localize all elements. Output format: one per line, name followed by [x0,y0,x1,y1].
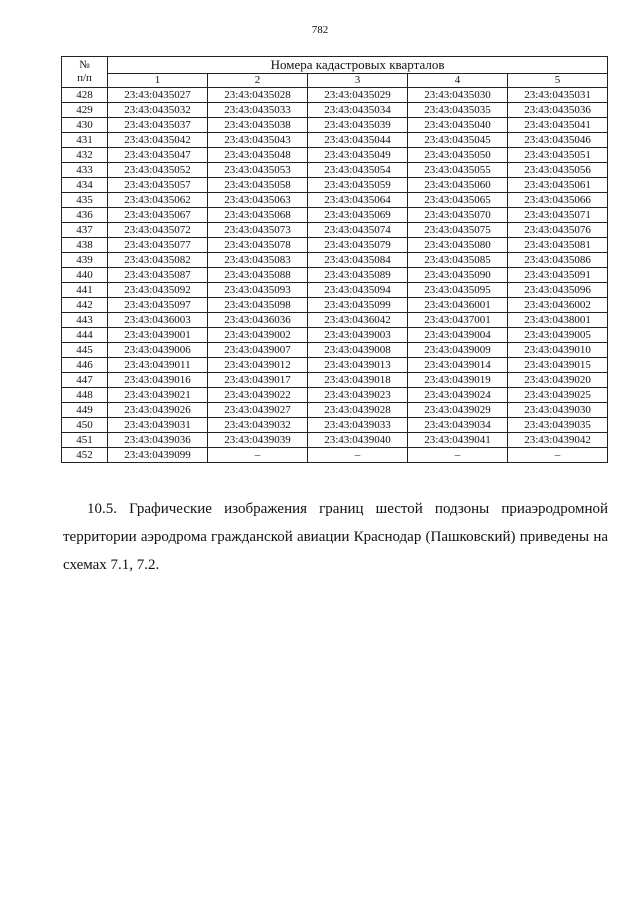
table-row [62,133,608,148]
table-row [62,118,608,133]
cadastral-number-cell: 23:43:0435094 [308,283,408,298]
page-number: 782 [311,24,329,36]
row-number-cell: 428 [62,88,108,103]
cadastral-number-cell: 23:43:0435041 [508,118,608,133]
cadastral-number-cell: 23:43:0435045 [408,133,508,148]
cadastral-number-cell: 23:43:0435077 [108,238,208,253]
cadastral-number-cell: 23:43:0435080 [408,238,508,253]
cadastral-numbers-header: Номера кадастровых кварталов [108,57,608,74]
cadastral-number-cell: 23:43:0439035 [508,418,608,433]
cadastral-number-cell: 23:43:0439036 [108,433,208,448]
cadastral-number-cell: 23:43:0435076 [508,223,608,238]
cadastral-number-cell: 23:43:0435078 [208,238,308,253]
cadastral-number-cell: 23:43:0439019 [408,373,508,388]
cadastral-number-cell: 23:43:0439022 [208,388,308,403]
table-row [62,298,608,313]
row-number-header-line1: № [79,59,90,71]
cadastral-number-cell: 23:43:0435099 [308,298,408,313]
cadastral-number-cell: 23:43:0435083 [208,253,308,268]
cadastral-number-cell: 23:43:0435064 [308,193,408,208]
cadastral-number-cell: 23:43:0439012 [208,358,308,373]
cadastral-number-cell: – [408,448,508,463]
table-row [62,223,608,238]
table-row [62,268,608,283]
table-row [62,193,608,208]
cadastral-number-cell: 23:43:0435082 [108,253,208,268]
cadastral-number-cell: 23:43:0439014 [408,358,508,373]
table-row [62,388,608,403]
row-number-cell: 440 [62,268,108,283]
cadastral-number-cell: 23:43:0435079 [308,238,408,253]
table-row [62,403,608,418]
cadastral-number-cell: 23:43:0435057 [108,178,208,193]
cadastral-number-cell: 23:43:0435062 [108,193,208,208]
row-number-cell: 452 [62,448,108,463]
table-row [62,433,608,448]
cadastral-number-cell: 23:43:0435055 [408,163,508,178]
row-number-cell: 430 [62,118,108,133]
table-row [62,88,608,103]
cadastral-number-cell: 23:43:0435043 [208,133,308,148]
row-number-header [62,57,108,88]
table-row [62,148,608,163]
cadastral-number-cell: 23:43:0439017 [208,373,308,388]
cadastral-number-cell: 23:43:0435035 [408,103,508,118]
cadastral-number-cell: 23:43:0439010 [508,343,608,358]
cadastral-number-cell: 23:43:0439005 [508,328,608,343]
cadastral-number-cell: 23:43:0439004 [408,328,508,343]
table-row [62,103,608,118]
row-number-cell: 438 [62,238,108,253]
cadastral-number-cell: 23:43:0439001 [108,328,208,343]
cadastral-number-cell: 23:43:0435092 [108,283,208,298]
paragraph-line-3: схемах 7.1, 7.2. [63,557,160,573]
cadastral-number-cell: 23:43:0435047 [108,148,208,163]
cadastral-number-cell: 23:43:0439028 [308,403,408,418]
cadastral-number-cell: 23:43:0435068 [208,208,308,223]
cadastral-number-cell: 23:43:0435085 [408,253,508,268]
row-number-cell: 437 [62,223,108,238]
cadastral-number-cell: 23:43:0439032 [208,418,308,433]
cadastral-number-cell: 23:43:0435052 [108,163,208,178]
cadastral-number-cell: 23:43:0435031 [508,88,608,103]
cadastral-number-cell: 23:43:0439040 [308,433,408,448]
cadastral-number-cell: 23:43:0435090 [408,268,508,283]
row-number-cell: 444 [62,328,108,343]
row-number-cell: 434 [62,178,108,193]
cadastral-number-cell: 23:43:0439007 [208,343,308,358]
column-number-header: 1 [108,74,208,88]
cadastral-number-cell: 23:43:0435084 [308,253,408,268]
cadastral-number-cell: 23:43:0436003 [108,313,208,328]
cadastral-number-cell: 23:43:0435063 [208,193,308,208]
cadastral-number-cell: 23:43:0435059 [308,178,408,193]
cadastral-number-cell: 23:43:0435070 [408,208,508,223]
cadastral-number-cell: 23:43:0439009 [408,343,508,358]
cadastral-number-cell: 23:43:0439003 [308,328,408,343]
cadastral-number-cell: 23:43:0439020 [508,373,608,388]
cadastral-number-cell: 23:43:0435058 [208,178,308,193]
cadastral-number-cell: 23:43:0435046 [508,133,608,148]
column-number-header: 5 [508,74,608,88]
row-number-cell: 432 [62,148,108,163]
row-number-cell: 447 [62,373,108,388]
cadastral-number-cell: 23:43:0435096 [508,283,608,298]
row-number-cell: 441 [62,283,108,298]
column-number-header: 2 [208,74,308,88]
cadastral-number-cell: 23:43:0435042 [108,133,208,148]
row-number-cell: 435 [62,193,108,208]
cadastral-number-cell: 23:43:0435027 [108,88,208,103]
cadastral-number-cell: 23:43:0435086 [508,253,608,268]
cadastral-number-cell: 23:43:0435075 [408,223,508,238]
cadastral-number-cell: 23:43:0435029 [308,88,408,103]
row-number-cell: 448 [62,388,108,403]
cadastral-number-cell: 23:43:0435093 [208,283,308,298]
cadastral-number-cell: 23:43:0439034 [408,418,508,433]
row-number-cell: 445 [62,343,108,358]
row-number-cell: 443 [62,313,108,328]
cadastral-number-cell: 23:43:0435037 [108,118,208,133]
cadastral-number-cell: 23:43:0439023 [308,388,408,403]
cadastral-number-cell: 23:43:0439006 [108,343,208,358]
row-number-cell: 451 [62,433,108,448]
cadastral-number-cell: 23:43:0435056 [508,163,608,178]
cadastral-number-cell: 23:43:0435049 [308,148,408,163]
row-number-cell: 450 [62,418,108,433]
cadastral-number-cell: 23:43:0439031 [108,418,208,433]
cadastral-number-cell: 23:43:0435050 [408,148,508,163]
cadastral-number-cell: 23:43:0435036 [508,103,608,118]
table-row [62,343,608,358]
cadastral-number-cell: 23:43:0438001 [508,313,608,328]
cadastral-number-cell: 23:43:0435095 [408,283,508,298]
cadastral-number-cell: 23:43:0435087 [108,268,208,283]
row-number-cell: 449 [62,403,108,418]
table-row [62,358,608,373]
cadastral-number-cell: 23:43:0439029 [408,403,508,418]
cadastral-number-cell: 23:43:0439025 [508,388,608,403]
cadastral-number-cell: 23:43:0437001 [408,313,508,328]
cadastral-number-cell: 23:43:0439026 [108,403,208,418]
cadastral-number-cell: 23:43:0435098 [208,298,308,313]
cadastral-number-cell: 23:43:0435054 [308,163,408,178]
row-number-cell: 431 [62,133,108,148]
cadastral-number-cell: 23:43:0439002 [208,328,308,343]
table-header-row [62,57,608,74]
cadastral-number-cell: 23:43:0435081 [508,238,608,253]
table-row [62,448,608,463]
table-row [62,328,608,343]
column-number-header: 4 [408,74,508,88]
cadastral-number-cell: 23:43:0439015 [508,358,608,373]
cadastral-number-cell: 23:43:0439027 [208,403,308,418]
cadastral-number-cell: 23:43:0439099 [108,448,208,463]
table-body [62,88,608,463]
cadastral-number-cell: 23:43:0435074 [308,223,408,238]
cadastral-number-cell: 23:43:0435053 [208,163,308,178]
paragraph-line-2: территории аэродрома гражданской авиации Краснодар (Пашковский) приведены на [63,529,608,545]
cadastral-number-cell: 23:43:0435030 [408,88,508,103]
cadastral-number-cell: 23:43:0435061 [508,178,608,193]
cadastral-number-cell: 23:43:0435039 [308,118,408,133]
table-row [62,238,608,253]
cadastral-number-cell: 23:43:0439039 [208,433,308,448]
column-number-header: 3 [308,74,408,88]
row-number-cell: 433 [62,163,108,178]
cadastral-quarters-table [61,56,608,463]
cadastral-number-cell: 23:43:0439033 [308,418,408,433]
cadastral-number-cell: – [208,448,308,463]
cadastral-number-cell: 23:43:0435038 [208,118,308,133]
cadastral-number-cell: 23:43:0435028 [208,88,308,103]
table-row [62,163,608,178]
paragraph-line-1: 10.5. Графические изображения границ шестой подзоны приаэродромной [87,501,608,517]
cadastral-number-cell: 23:43:0439030 [508,403,608,418]
table-row [62,313,608,328]
cadastral-number-cell: – [308,448,408,463]
row-number-cell: 442 [62,298,108,313]
cadastral-number-cell: 23:43:0435069 [308,208,408,223]
cadastral-number-cell: 23:43:0435048 [208,148,308,163]
cadastral-number-cell: 23:43:0435033 [208,103,308,118]
row-number-cell: 446 [62,358,108,373]
table-column-number-row [62,74,608,88]
cadastral-number-cell: 23:43:0435060 [408,178,508,193]
cadastral-number-cell: 23:43:0439042 [508,433,608,448]
cadastral-number-cell: 23:43:0435088 [208,268,308,283]
table-row [62,418,608,433]
row-number-cell: 439 [62,253,108,268]
cadastral-number-cell: 23:43:0439013 [308,358,408,373]
cadastral-number-cell: 23:43:0435091 [508,268,608,283]
cadastral-number-cell: 23:43:0436042 [308,313,408,328]
table-row [62,373,608,388]
cadastral-number-cell: 23:43:0435032 [108,103,208,118]
cadastral-number-cell: 23:43:0439024 [408,388,508,403]
cadastral-number-cell: 23:43:0435065 [408,193,508,208]
cadastral-number-cell: 23:43:0436002 [508,298,608,313]
row-number-header-line2: п/п [77,72,92,84]
cadastral-number-cell: 23:43:0435072 [108,223,208,238]
cadastral-number-cell: 23:43:0439041 [408,433,508,448]
cadastral-number-cell: 23:43:0439018 [308,373,408,388]
row-number-cell: 429 [62,103,108,118]
cadastral-number-cell: 23:43:0435089 [308,268,408,283]
cadastral-number-cell: 23:43:0435067 [108,208,208,223]
cadastral-number-cell: 23:43:0435034 [308,103,408,118]
cadastral-number-cell: 23:43:0439008 [308,343,408,358]
cadastral-number-cell: 23:43:0435044 [308,133,408,148]
cadastral-number-cell: 23:43:0439016 [108,373,208,388]
cadastral-number-cell: 23:43:0435051 [508,148,608,163]
table-row [62,253,608,268]
cadastral-number-cell: 23:43:0435071 [508,208,608,223]
row-number-cell: 436 [62,208,108,223]
cadastral-number-cell: – [508,448,608,463]
table-row [62,208,608,223]
table-row [62,178,608,193]
cadastral-number-cell: 23:43:0435097 [108,298,208,313]
cadastral-number-cell: 23:43:0436001 [408,298,508,313]
cadastral-number-cell: 23:43:0436036 [208,313,308,328]
table-row [62,283,608,298]
cadastral-number-cell: 23:43:0439021 [108,388,208,403]
cadastral-number-cell: 23:43:0435066 [508,193,608,208]
cadastral-number-cell: 23:43:0435073 [208,223,308,238]
cadastral-number-cell: 23:43:0435040 [408,118,508,133]
cadastral-number-cell: 23:43:0439011 [108,358,208,373]
